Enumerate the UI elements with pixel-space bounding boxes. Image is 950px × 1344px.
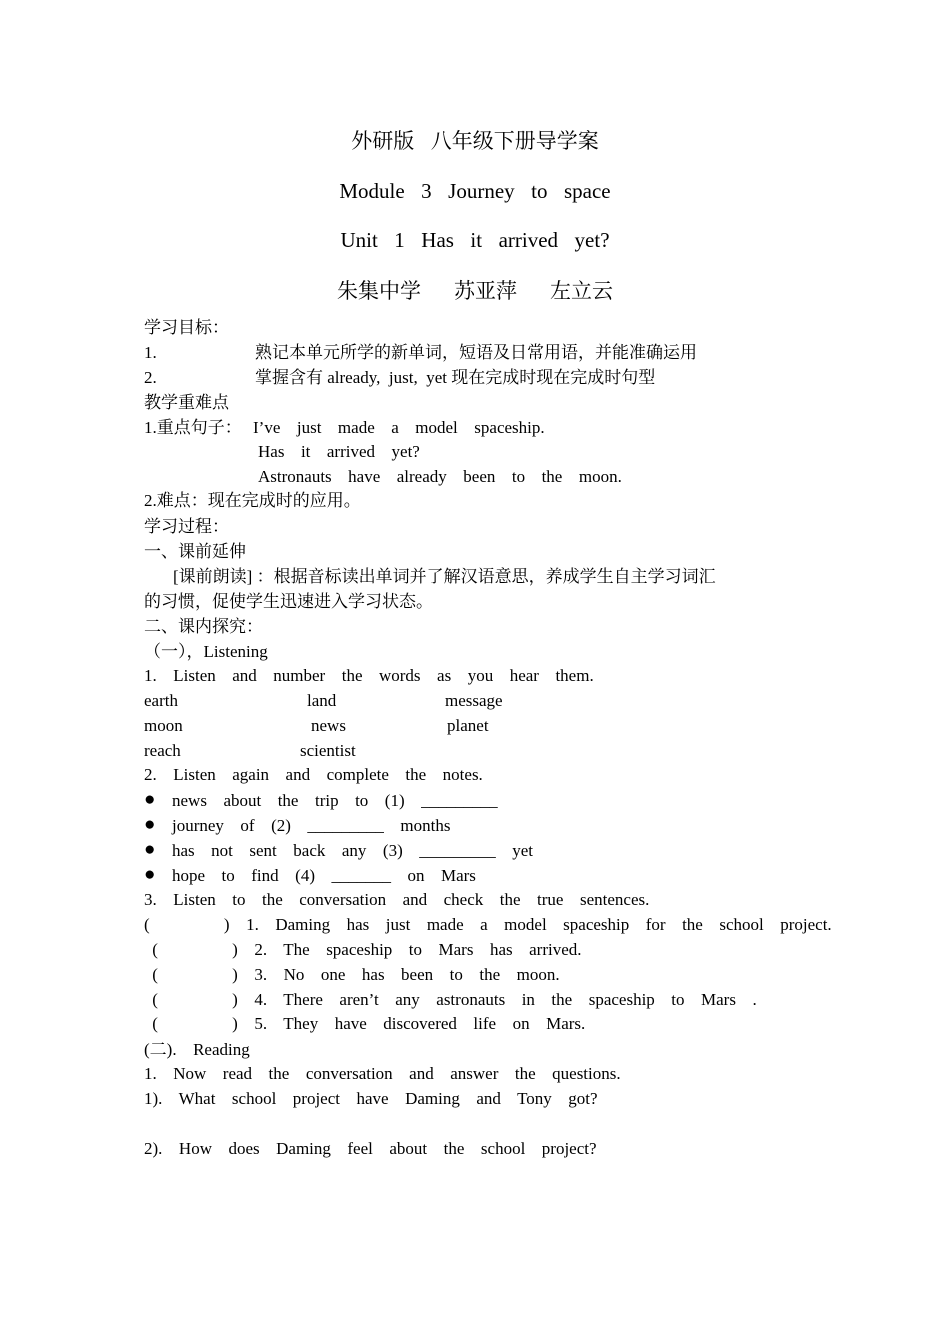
objective-text-2: 掌握含有 already, just, yet 现在完成时现在完成时句型 [255, 368, 656, 387]
listening-task-3: 3. Listen to the conversation and check the true sentences. [144, 890, 650, 909]
part1-heading: 一、课前延伸 [144, 542, 246, 561]
reading-question-1: 1). What school project have Daming and Tony got? [144, 1089, 598, 1108]
check-item: ( ) 1. Daming has just made a model spaceship for the school project. [144, 915, 832, 934]
note-item: news about the trip to (1) _________ [172, 791, 498, 810]
check-item: ( ) 5. They have discovered life on Mars. [144, 1014, 586, 1033]
bullet-icon: ● [144, 839, 156, 860]
check-item: ( ) 3. No one has been to the moon. [144, 965, 560, 984]
unit-title: Unit 1 Has it arrived yet? [340, 228, 610, 252]
process-heading: 学习过程： [144, 517, 229, 536]
reading-heading: (二). Reading [144, 1040, 250, 1059]
word-item: message [445, 691, 503, 710]
listening-task-2: 2. Listen again and complete the notes. [144, 765, 483, 784]
key-points-heading: 教学重难点 [144, 393, 229, 412]
objectives-heading: 学习目标： [144, 318, 229, 337]
word-item: earth [144, 691, 178, 710]
key-sentences-label: 1.重点句子： [144, 418, 242, 437]
part1-line2: 的习惯，促使学生迅速进入学习状态。 [144, 592, 433, 611]
bullet-icon: ● [144, 814, 156, 835]
note-item: hope to find (4) _______ on Mars [172, 866, 476, 885]
part1-line1: [课前朗读] ：根据音标读出单词并了解汉语意思，养成学生自主学习词汇 [173, 567, 716, 586]
authors: 朱集中学 苏亚萍 左立云 [337, 279, 613, 303]
word-item: news [311, 716, 346, 735]
reading-task-1: 1. Now read the conversation and answer the questions. [144, 1064, 621, 1083]
module-title: Module 3 Journey to space [339, 179, 611, 203]
objective-num-2: 2. [144, 368, 157, 387]
bullet-icon: ● [144, 864, 156, 885]
key-sentence-1: I’ve just made a model spaceship. [253, 418, 545, 437]
bullet-icon: ● [144, 789, 156, 810]
word-item: scientist [300, 741, 356, 760]
word-item: reach [144, 741, 181, 760]
note-item: has not sent back any (3) _________ yet [172, 841, 533, 860]
listening-heading: （一），Listening [144, 642, 268, 661]
objective-text-1: 熟记本单元所学的新单词，短语及日常用语，并能准确运用 [255, 343, 697, 362]
word-item: land [307, 691, 337, 710]
part2-heading: 二、课内探究： [144, 617, 263, 636]
reading-question-2: 2). How does Daming feel about the school project? [144, 1139, 597, 1158]
word-item: moon [144, 716, 183, 735]
note-item: journey of (2) _________ months [172, 816, 451, 835]
word-item: planet [447, 716, 489, 735]
key-sentence-2: Has it arrived yet? [258, 442, 420, 461]
check-item: ( ) 2. The spaceship to Mars has arrived. [144, 940, 582, 959]
objective-num-1: 1. [144, 343, 157, 362]
difficulty-line: 2.难点：现在完成时的应用。 [144, 491, 361, 510]
key-sentence-3: Astronauts have already been to the moon. [258, 467, 622, 486]
doc-title: 外研版 八年级下册导学案 [351, 129, 599, 153]
listening-task-1: 1. Listen and number the words as you hear them. [144, 666, 594, 685]
check-item: ( ) 4. There aren’t any astronauts in the spaceship to Mars . [144, 990, 757, 1009]
